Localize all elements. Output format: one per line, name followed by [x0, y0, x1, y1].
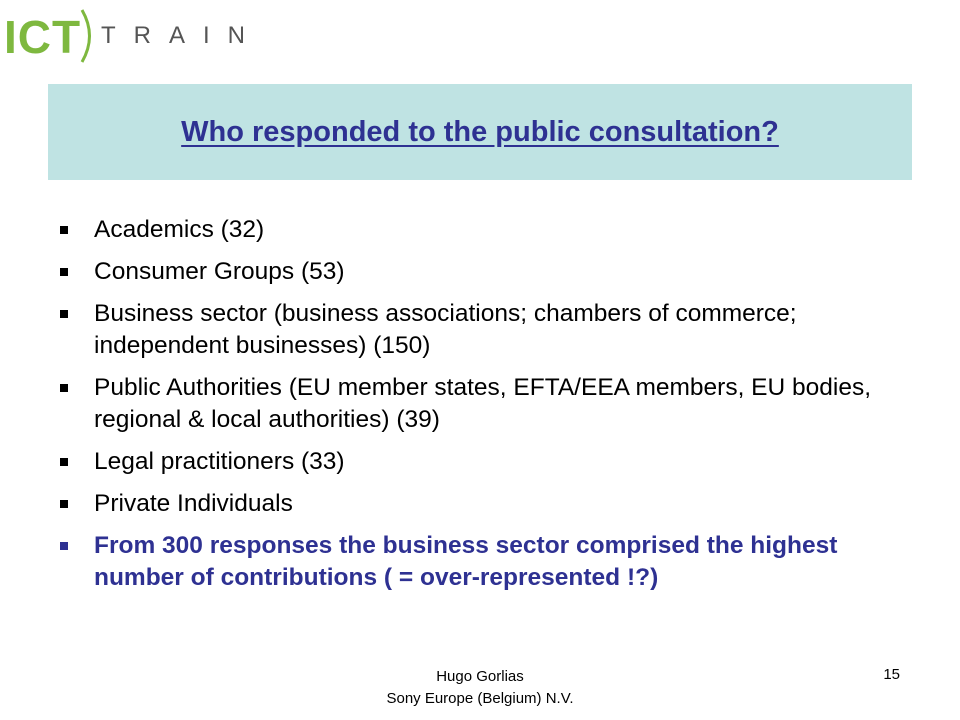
logo-train-text: TRAIN: [101, 22, 263, 49]
bullet-text: Consumer Groups (53): [94, 258, 345, 285]
bullet-square-icon: [60, 458, 68, 466]
footer-name: Hugo Gorlias: [436, 668, 524, 685]
bullet-square-icon: [60, 500, 68, 508]
bullet-consumer-groups: [58, 256, 918, 288]
bullet-square-icon: [60, 310, 68, 318]
slide-title: Who responded to the public consultation?: [181, 115, 779, 148]
ict-train-logo: [0, 0, 263, 80]
logo-ict-text: ICT: [4, 11, 82, 63]
bullet-academics: [58, 214, 918, 246]
bullet-public-authorities: [58, 372, 918, 436]
footer-author: [330, 666, 630, 710]
bullet-text: Private Individuals: [94, 490, 293, 517]
bullet-text: Public Authorities (EU member states, EFTA/EEA members, EU bodies, regional & local authorities) (39): [94, 374, 872, 433]
logo-arc-icon: [79, 6, 99, 66]
footer-company: Sony Europe (Belgium) N.V.: [386, 690, 574, 707]
bullet-list: [58, 214, 918, 604]
bullet-conclusion: [58, 530, 918, 594]
bullet-square-icon: [60, 384, 68, 392]
bullet-text: From 300 responses the business sector comprised the highest number of contributions ( = over-represented !?): [94, 532, 838, 591]
title-banner: [48, 84, 912, 180]
bullet-business-sector: [58, 298, 918, 362]
page-number: 15: [883, 666, 900, 683]
bullet-square-icon: [60, 542, 68, 550]
bullet-square-icon: [60, 268, 68, 276]
bullet-text: Business sector (business associations; chambers of commerce; independent businesses) (150): [94, 300, 797, 359]
bullet-text: Academics (32): [94, 216, 265, 243]
bullet-square-icon: [60, 226, 68, 234]
bullet-text: Legal practitioners (33): [94, 448, 345, 475]
bullet-private-individuals: [58, 488, 918, 520]
bullet-legal-practitioners: [58, 446, 918, 478]
